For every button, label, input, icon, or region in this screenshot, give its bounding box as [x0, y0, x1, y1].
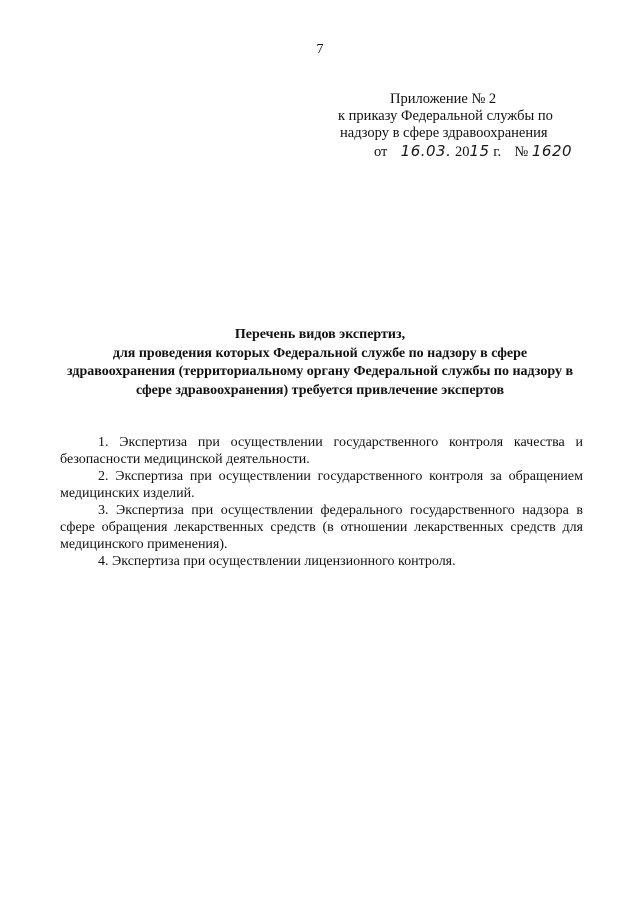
- page-number: 7: [316, 42, 324, 57]
- list-item-continuation: медицинских изделий.: [60, 486, 195, 501]
- year-suffix: г.: [493, 144, 502, 160]
- document-title: [0, 326, 640, 400]
- list-item: [60, 434, 583, 468]
- title-line-3: здравоохранения (территориальному органу Федеральной службы по надзору в: [66, 364, 574, 379]
- appendix-title: Приложение № 2: [390, 91, 497, 107]
- list-item-continuation: сфере обращения лекарственных средств (в отношении лекарственных средств для медицинского применения).: [60, 520, 583, 552]
- handwritten-number: 1620: [531, 142, 573, 160]
- list-item-first-line: 3. Экспертиза при осуществлении федерального государственного надзора в: [98, 503, 583, 518]
- date-prefix: от: [374, 144, 388, 160]
- list-item-first-line: 4. Экспертиза при осуществлении лицензионного контроля.: [98, 554, 456, 569]
- title-line-2: для проведения которых Федеральной службе по надзору в сфере: [112, 345, 528, 361]
- title-line-1: Перечень видов экспертиз,: [234, 327, 406, 342]
- appendix-order-ref: к приказу Федеральной службы по: [338, 108, 553, 124]
- number-prefix: №: [514, 144, 529, 160]
- list-item: [60, 502, 583, 553]
- appendix-header: [338, 91, 598, 161]
- year-printed: 20: [455, 144, 470, 160]
- title-line-4: сфере здравоохранения) требуется привлечение экспертов: [135, 382, 505, 398]
- list-item-continuation: безопасности медицинской деятельности.: [60, 452, 310, 467]
- list-item-first-line: 2. Экспертиза при осуществлении государственного контроля за обращением: [98, 469, 583, 484]
- appendix-date-line: [338, 143, 598, 161]
- list-item: [60, 468, 583, 502]
- appendix-order-ref-cont: надзору в сфере здравоохранения: [340, 125, 548, 141]
- expertise-list: [60, 434, 583, 570]
- list-item-first-line: 1. Экспертиза при осуществлении государственного контроля качества и: [98, 435, 583, 450]
- list-item: [60, 553, 583, 570]
- handwritten-date: 16.03.: [400, 142, 452, 160]
- handwritten-year: 15: [469, 142, 490, 160]
